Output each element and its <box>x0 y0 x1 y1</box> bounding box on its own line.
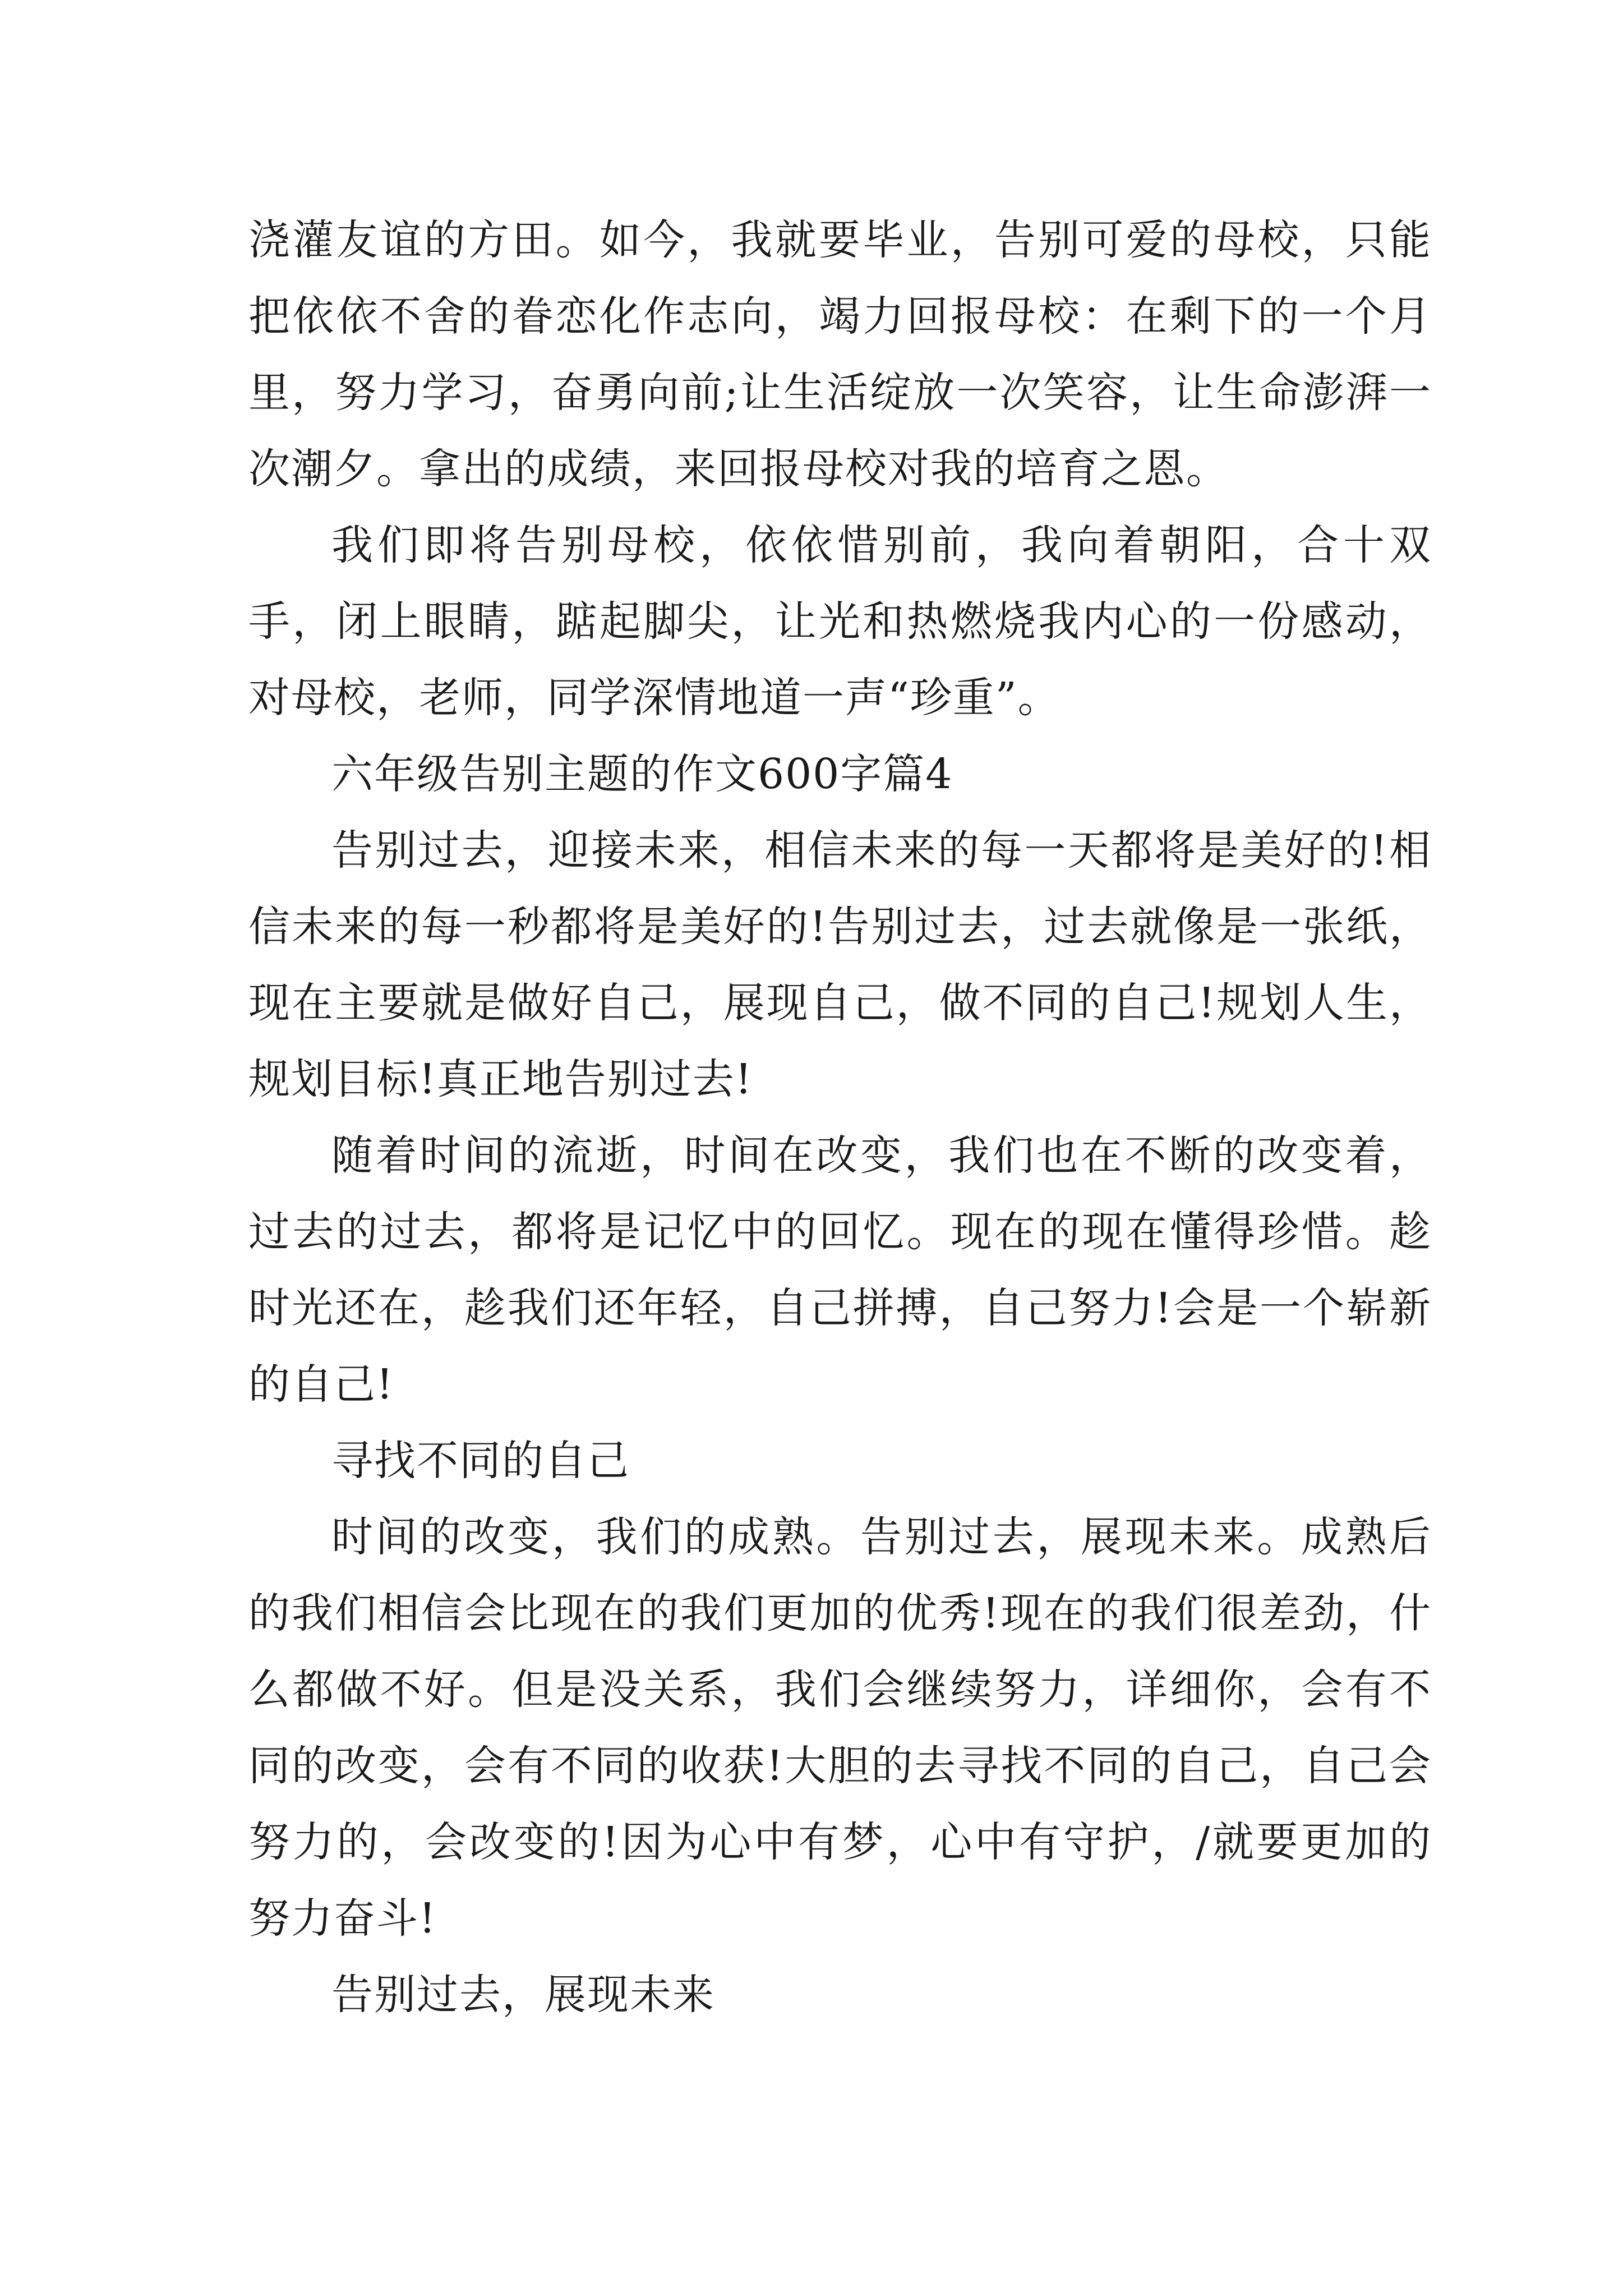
paragraph-time-passing: 随着时间的流逝，时间在改变，我们也在不断的改变着，过去的过去，都将是记忆中的回忆。现在的现在懂得珍惜。趁时光还在，趁我们还年轻，自己拼搏，自己努力!会是一个崭新的自己! <box>248 1131 1432 1409</box>
paragraph-goodbye-past: 告别过去，迎接未来，相信未来的每一天都将是美好的!相信未来的每一秒都将是美好的!告别过去，过去就像是一张纸，现在主要就是做好自己，展现自己，做不同的自己!规划人生，规划目标!真正地告别过去! <box>248 826 1432 1103</box>
essay-title: 六年级告别主题的作文600字篇4 <box>331 750 953 798</box>
section-heading-find-self: 寻找不同的自己 <box>331 1437 630 1485</box>
section-heading-show-future: 告别过去，展现未来 <box>331 1971 715 2019</box>
paragraph-maturity: 时间的改变，我们的成熟。告别过去，展现未来。成熟后的我们相信会比现在的我们更加的优秀!现在的我们很差劲，什么都做不好。但是没关系，我们会继续努力，详细你，会有不同的改变，会有不同的收获!大胆的去寻找不同的自己，自己会努力的，会改变的!因为心中有梦，心中有守护，/就要更加的努力奋斗! <box>248 1513 1432 1943</box>
essay-body <box>248 202 1432 2033</box>
paragraph-farewell: 我们即将告别母校，依依惜别前，我向着朝阳，合十双手，闭上眼睛，踮起脚尖，让光和热燃烧我内心的一份感动，对母校，老师，同学深情地道一声“珍重”。 <box>248 521 1432 722</box>
paragraph-continuation: 浇灌友谊的方田。如今，我就要毕业，告别可爱的母校，只能把依依不舍的眷恋化作志向，竭力回报母校：在剩下的一个月里，努力学习，奋勇向前;让生活绽放一次笑容，让生命澎湃一次潮夕。拿出的成绩，来回报母校对我的培育之恩。 <box>248 216 1432 493</box>
